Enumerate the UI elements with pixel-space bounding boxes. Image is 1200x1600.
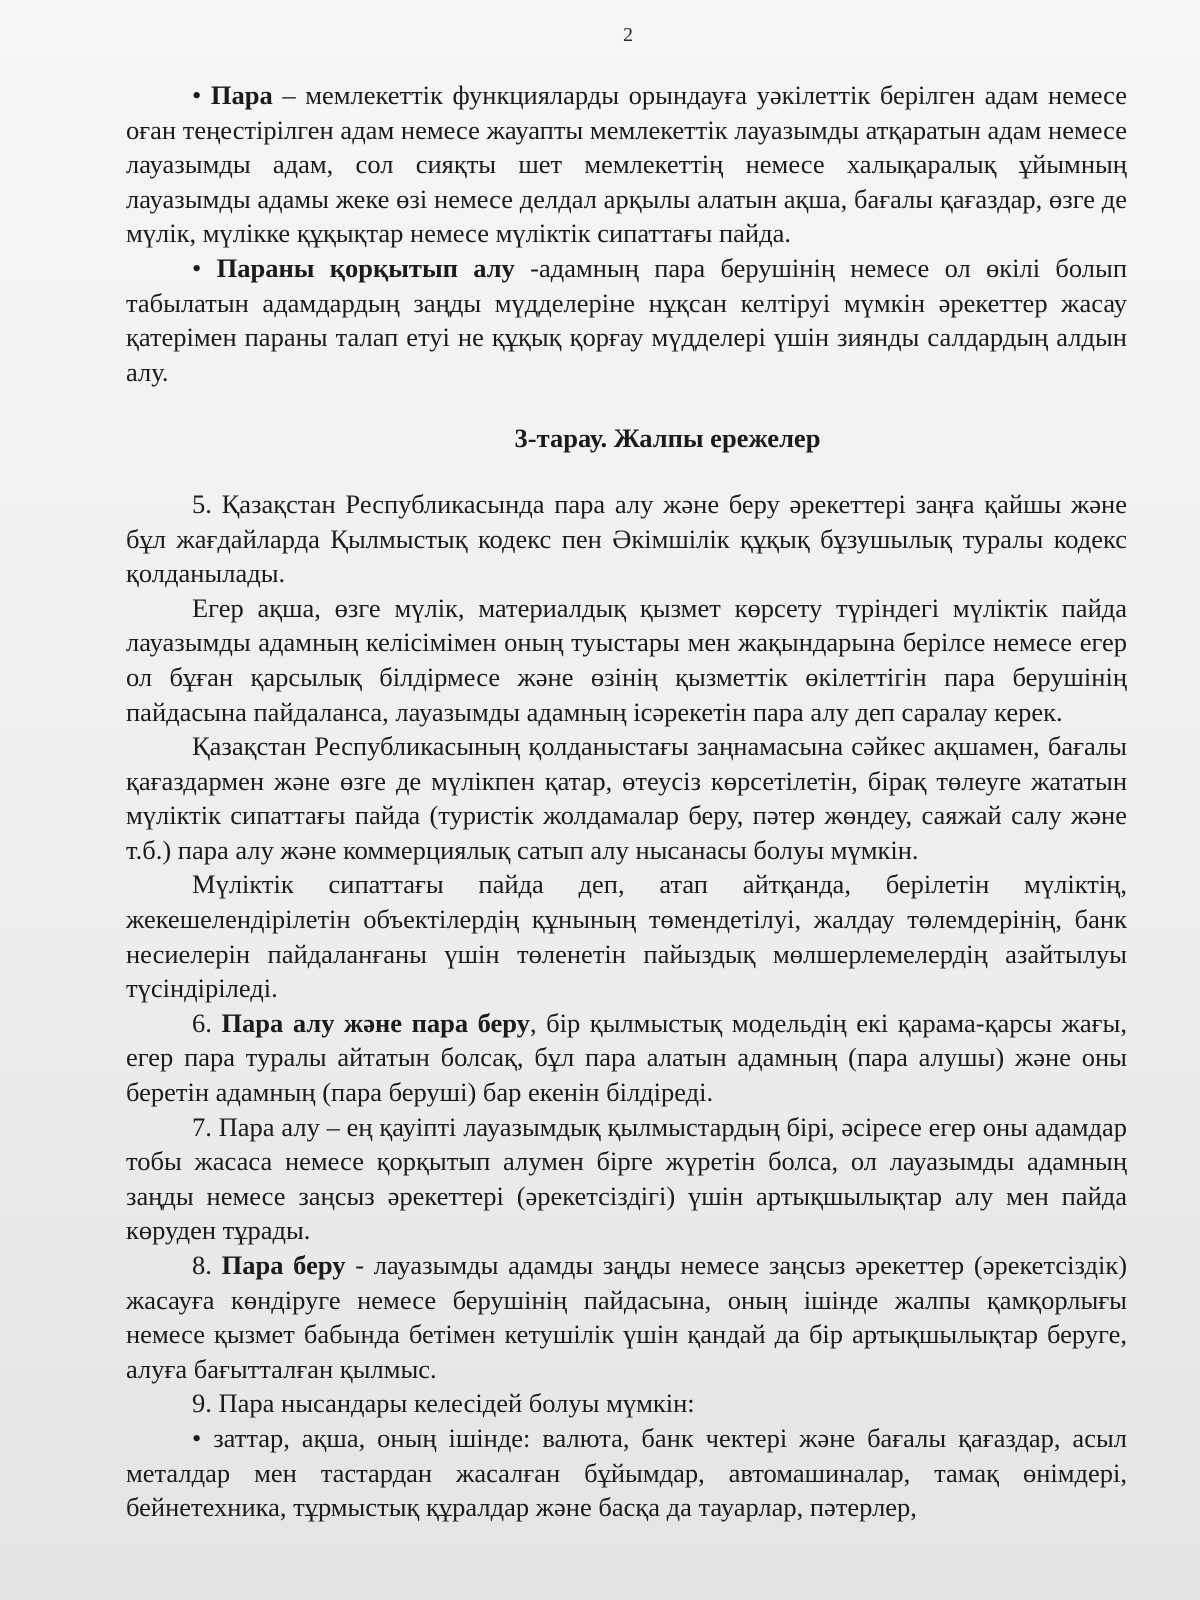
- term-bold: Параны қорқытып алу: [216, 252, 515, 283]
- paragraph-5-cont-2: Қазақстан Республикасының қолданыстағы заңнамасына сәйкес ақшамен, бағалы қағаздармен және өзге де мүлікпен қатар, өтеусіз көрсетілетін, бірақ төлеуге жататын мүліктік сипаттағы пайда (туристік жолдамалар беру, пәтер жөндеу, саяжай салу және т.б.) пара алу және коммерциялық сатып алу нысанасы болуы мүмкін.: [126, 731, 1127, 865]
- bullet-marker: •: [192, 252, 217, 283]
- paragraph-9-bullet-1: • заттар, ақша, оның ішінде: валюта, банк чектері және бағалы қағаздар, асыл металдар мен тастардан жасалған бұйымдар, автомашиналар, тамақ өнімдері, бейнетехника, тұрмыстық құралдар және басқа да тауарлар, пәтерлер,: [126, 1422, 1127, 1523]
- term-bold: Пара: [210, 80, 273, 110]
- item-number: 8.: [192, 1250, 222, 1280]
- paragraph-5-cont-1: Егер ақша, өзге мүлік, материалдық қызмет көрсету түріндегі мүліктік пайда лауазымды адамның келісімімен оның туыстары мен жақындарына берілсе немесе егер ол бұған қарсылық білдірмесе және өзінің қызметтік өкілеттігін пара берушінің пайдасына пайдаланса, лауазымды адамның ісәрекетін пара алу деп саралау керек.: [126, 592, 1127, 727]
- term-bold: Пара алу және пара беру: [221, 1007, 530, 1038]
- definition-bribe: [126, 78, 1127, 251]
- item-number: 6.: [192, 1007, 222, 1038]
- definition-extortion: [126, 251, 1127, 389]
- term-bold: Пара беру: [221, 1250, 346, 1280]
- paragraph-6: [126, 1006, 1127, 1110]
- paragraph-5-cont-3: Мүліктік сипаттағы пайда деп, атап айтқанда, берілетін мүліктің, жекешелендірілетін объектілердің құнының төмендетілуі, жалдау төлемдерінің, банк несиелерін пайдаланғаны үшін төленетін пайыздық мөлшерлемелердің азайтылуы түсіндіріледі.: [126, 869, 1127, 1004]
- bullet-marker: •: [192, 80, 211, 110]
- paragraph-text: , бір қылмыстық модельдің екі қарама-қарсы жағы, егер пара туралы айтатын болсақ, бұл пара алатын адамның (пара алушы) және оны беретін адамның (пара беруші) бар екенін білдіреді.: [126, 1007, 1127, 1108]
- document-body: [126, 78, 1127, 1525]
- chapter-heading: 3-тарау. Жалпы ережелер: [514, 423, 821, 454]
- definition-text: -адамның пара берушінің немесе ол өкілі болып табылатын адамдардың заңды мүдделеріне нұқсан келтіруі мүмкін әрекеттер жасау қатерімен параны талап етуі не құқық қорғау мүдделері үшін зиянды салдардың алдын алу.: [126, 252, 1127, 387]
- paragraph-5: 5. Қазақстан Республикасында пара алу және беру әрекеттері заңға қайшы және бұл жағдайларда Қылмыстық кодекс пен Әкімшілік құқық бұзушылық туралы кодекс қолданылады.: [126, 488, 1127, 589]
- paragraph-8: [126, 1248, 1127, 1386]
- paragraph-7: 7. Пара алу – ең қауіпті лауазымдық қылмыстардың бірі, әсіресе егер оны адамдар тобы жасаса немесе қорқытып алумен бірге жүретін болса, ол лауазымды адамның заңды немесе заңсыз әрекеттері (әрекетсіздігі) үшін артықшылықтар алу мен пайда көруден тұрады.: [126, 1111, 1127, 1246]
- paragraph-9: 9. Пара нысандары келесідей болуы мүмкін:: [192, 1388, 695, 1419]
- paragraph-text: - лауазымды адамды заңды немесе заңсыз әрекеттер (әрекетсіздік) жасауға көндіруге немесе берушінің пайдасына, оның ішінде жалпы қамқорлығы немесе қызмет бабында бетімен кетушілік үшін қандай да бір артықшылықтар беруге, алуға бағытталған қылмыс.: [126, 1250, 1128, 1384]
- page-number: 2: [623, 24, 633, 46]
- definition-text: – мемлекеттік функцияларды орындауға уәкілеттік берілген адам немесе оған теңестірілген адам немесе жауапты мемлекеттік лауазымды атқаратын адам немесе лауазымды адам, сол сияқты шет мемлекеттің немесе халықаралық ұйымның лауазымды адамы жеке өзі немесе делдал арқылы алатын ақша, бағалы қағаздар, өзге де мүлік, мүлікке құқықтар немесе мүліктік сипаттағы пайда.: [126, 80, 1128, 249]
